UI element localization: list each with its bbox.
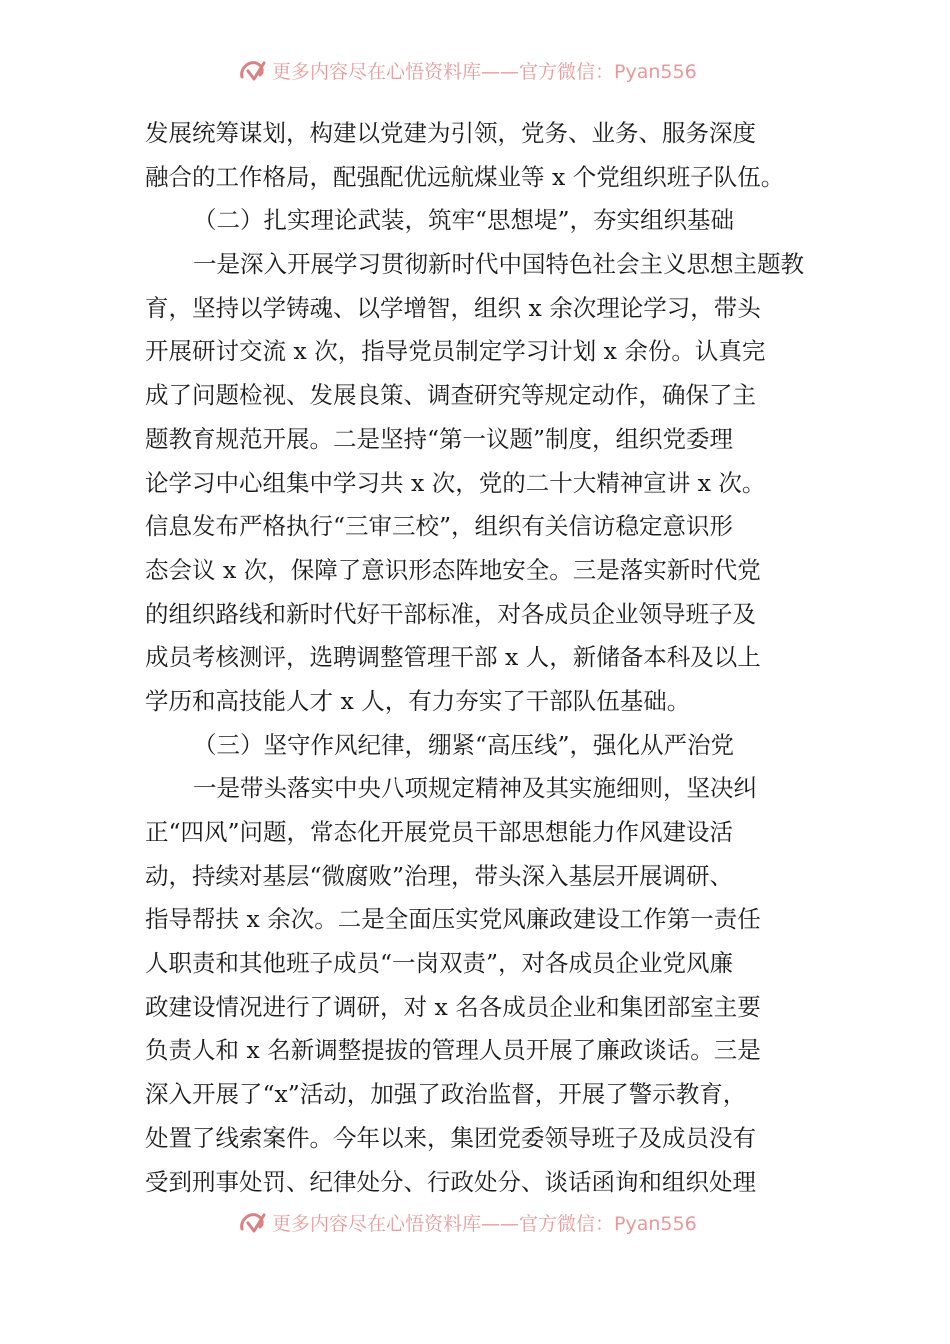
watermark-bottom xyxy=(238,1207,738,1237)
text-line: 政建设情况进行了调研，对 x 名各成员企业和集团部室主要 xyxy=(145,992,761,1021)
text-line: 一是带头落实中央八项规定精神及其实施细则，坚决纠 xyxy=(193,774,757,803)
text-line: 深入开展了“x”活动，加强了政治监督，开展了警示教育， xyxy=(145,1080,747,1109)
brand-logo-icon xyxy=(238,57,268,83)
text-line: 人职责和其他班子成员“一岗双责”，对各成员企业党风廉 xyxy=(145,949,734,978)
watermark-text: 更多内容尽在心悟资料库——官方微信：Pyan556 xyxy=(272,60,697,83)
document-body xyxy=(145,112,810,1204)
text-line: 融合的工作格局，配强配优远航煤业等 x 个党组织班子队伍。 xyxy=(145,162,785,191)
text-line: 处置了线索案件。今年以来，集团党委领导班子及成员没有 xyxy=(145,1123,756,1152)
text-line: 动，持续对基层“微腐败”治理，带头深入基层开展调研、 xyxy=(145,861,734,890)
text-line: 受到刑事处罚、纪律处分、行政处分、谈话函询和组织处理 xyxy=(145,1167,756,1196)
watermark-text: 更多内容尽在心悟资料库——官方微信：Pyan556 xyxy=(272,1212,697,1235)
watermark-top xyxy=(238,55,738,85)
text-line: 育，坚持以学铸魂、以学增智，组织 x 余次理论学习，带头 xyxy=(145,293,761,322)
text-line: 正“四风”问题，常态化开展党员干部思想能力作风建设活 xyxy=(145,818,734,846)
text-line: 开展研讨交流 x 次，指导党员制定学习计划 x 余份。认真完 xyxy=(145,337,766,366)
text-line: 的组织路线和新时代好干部标准，对各成员企业领导班子及 xyxy=(145,599,756,628)
text-line: 指导帮扶 x 余次。二是全面压实党风廉政建设工作第一责任 xyxy=(145,905,761,934)
text-line: 论学习中心组集中学习共 x 次，党的二十大精神宣讲 x 次。 xyxy=(145,468,766,497)
text-line: 一是深入开展学习贯彻新时代中国特色社会主义思想主题教 xyxy=(193,250,804,279)
text-line: 信息发布严格执行“三审三校”，组织有关信访稳定意识形 xyxy=(145,512,734,541)
text-line: （三）坚守作风纪律，绷紧“高压线”，强化从严治党 xyxy=(193,730,735,759)
text-line: 负责人和 x 名新调整提拔的管理人员开展了廉政谈话。三是 xyxy=(145,1036,761,1065)
text-line: 成员考核测评，选聘调整管理干部 x 人，新储备本科及以上 xyxy=(145,643,761,672)
text-line: 成了问题检视、发展良策、调查研究等规定动作，确保了主 xyxy=(145,381,756,410)
text-line: （二）扎实理论武装，筑牢“思想堤”，夯实组织基础 xyxy=(193,206,735,235)
text-line: 学历和高技能人才 x 人，有力夯实了干部队伍基础。 xyxy=(145,686,691,715)
text-line: 题教育规范开展。二是坚持“第一议题”制度，组织党委理 xyxy=(145,424,734,453)
text-line: 发展统筹谋划，构建以党建为引领，党务、业务、服务深度 xyxy=(145,119,756,147)
brand-logo-icon xyxy=(238,1209,268,1235)
text-line: 态会议 x 次，保障了意识形态阵地安全。三是落实新时代党 xyxy=(145,555,761,584)
